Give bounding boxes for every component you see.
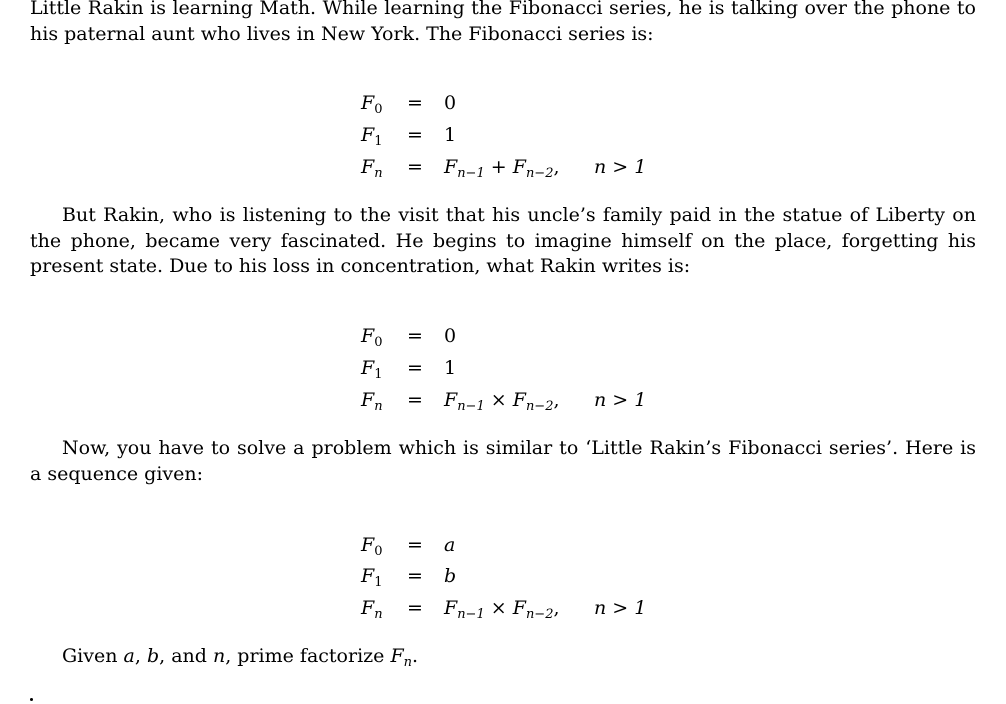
equation-rhs: 0 — [444, 325, 457, 347]
equation-row-fn — [0, 156, 1006, 182]
equation-lhs: $F_1$ — [361, 357, 383, 382]
equation-rhs: 1 — [444, 357, 457, 379]
equation-row-f1 — [0, 357, 1006, 383]
equation-lhs: $F_n$ — [361, 156, 383, 181]
equation-lhs: $F_0$ — [361, 92, 383, 117]
equation-lhs: $F_n$ — [361, 597, 383, 622]
equation-row-fn — [0, 389, 1006, 415]
equals-sign: = — [407, 389, 423, 411]
equation-row-fn — [0, 597, 1006, 623]
equation-rhs: a — [444, 534, 456, 556]
equals-sign: = — [407, 357, 423, 379]
equation-lhs: $F_0$ — [361, 534, 383, 559]
equation-row-f0 — [0, 534, 1006, 560]
equation-condition: n > 1 — [594, 597, 647, 619]
equation-lhs: $F_n$ — [361, 389, 383, 414]
equation-condition: n > 1 — [594, 389, 647, 411]
equation-row-f1 — [0, 565, 1006, 591]
paragraph-rakin-distracted: But Rakin, who is listening to the visit that his uncle’s family paid in the statue of Liberty on the phone, became very fascinated. He begins to imagine himself on the place, forgetting his present state. Due to his loss in concentration, what Rakin writes is: — [30, 204, 976, 277]
equation-rhs: $F_{n-1} \times F_{n-2}$, — [444, 597, 560, 622]
equation-lhs: $F_1$ — [361, 565, 383, 590]
equation-rhs: 0 — [444, 92, 457, 114]
equation-row-f1 — [0, 124, 1006, 150]
page-edge-mark — [30, 698, 33, 701]
operator: × — [490, 597, 507, 619]
paragraph-problem: Now, you have to solve a problem which is similar to ‘Little Rakin’s Fibonacci series’. Here is a sequence given: — [30, 437, 976, 485]
equation-row-f0 — [0, 92, 1006, 118]
paragraph-task: Given a, b, and n, prime factorize $F_n$. — [62, 645, 419, 670]
equals-sign: = — [407, 156, 423, 178]
equation-lhs: $F_1$ — [361, 124, 383, 149]
equals-sign: = — [407, 124, 423, 146]
equation-rhs: $F_{n-1} + F_{n-2}$, — [444, 156, 560, 181]
equation-condition: n > 1 — [594, 156, 647, 178]
equation-rhs: $F_{n-1} \times F_{n-2}$, — [444, 389, 560, 414]
equals-sign: = — [407, 325, 423, 347]
operator: + — [490, 156, 507, 178]
equation-row-f0 — [0, 325, 1006, 351]
equation-rhs: b — [444, 565, 457, 587]
paragraph-intro: Little Rakin is learning Math. While learning the Fibonacci series, he is talking over the phone to his paternal aunt who lives in New York. The Fibonacci series is: — [30, 0, 976, 45]
equals-sign: = — [407, 534, 423, 556]
operator: × — [490, 389, 507, 411]
equals-sign: = — [407, 92, 423, 114]
equation-lhs: $F_0$ — [361, 325, 383, 350]
equals-sign: = — [407, 565, 423, 587]
equals-sign: = — [407, 597, 423, 619]
equation-rhs: 1 — [444, 124, 457, 146]
